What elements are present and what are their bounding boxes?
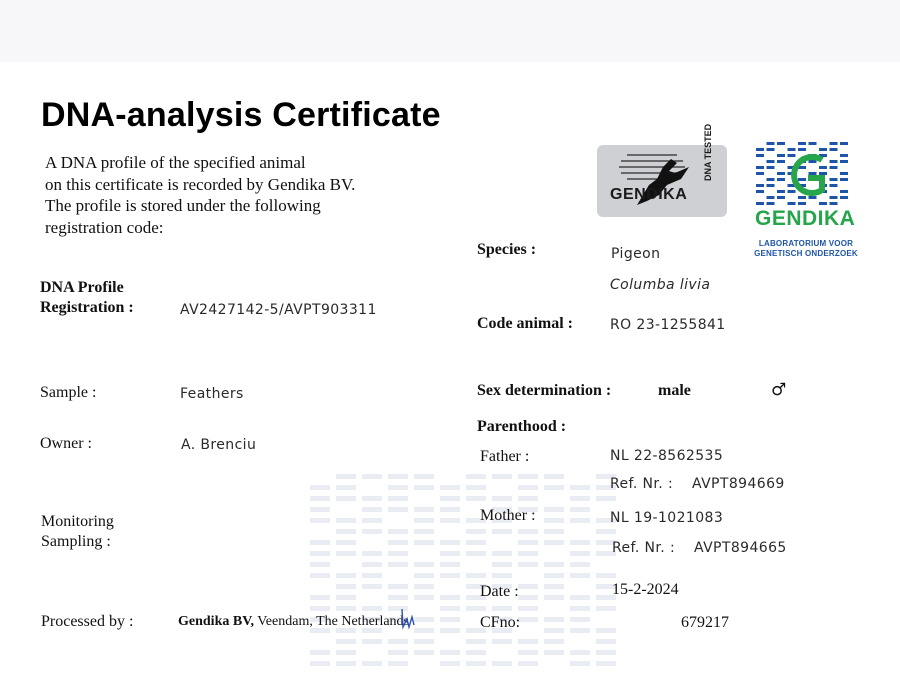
watermark-bar <box>362 606 382 611</box>
logo-bar <box>767 184 775 187</box>
watermark-bar <box>310 573 330 578</box>
watermark-bar <box>362 573 382 578</box>
watermark-bar <box>388 584 408 589</box>
owner-value: A. Brenciu <box>181 437 257 453</box>
watermark-bar <box>544 485 564 490</box>
watermark-bar <box>362 507 382 512</box>
watermark-bar <box>570 573 590 578</box>
watermark-bar <box>388 595 408 600</box>
watermark-bar <box>570 496 590 501</box>
logo-bar <box>830 142 838 145</box>
logo-bar <box>798 142 806 145</box>
watermark-bar <box>362 474 382 479</box>
signature-mark <box>398 607 420 631</box>
watermark-bar <box>388 474 408 479</box>
brand-name: GENDIKA <box>755 207 856 230</box>
watermark-bar <box>570 562 590 567</box>
watermark-bar <box>336 606 356 611</box>
logo-bar <box>840 196 848 199</box>
logo-bar <box>798 196 806 199</box>
watermark-bar <box>570 518 590 523</box>
watermark-bar <box>388 639 408 644</box>
watermark-bar <box>388 496 408 501</box>
watermark-bar <box>310 661 330 666</box>
watermark-logo <box>300 470 630 670</box>
watermark-bar <box>362 562 382 567</box>
watermark-bar <box>518 540 538 545</box>
intro-line: A DNA profile of the specified animal <box>45 153 306 172</box>
watermark-bar <box>310 518 330 523</box>
watermark-bar <box>440 496 460 501</box>
date-label: Date : <box>480 583 519 600</box>
logo-bar <box>830 148 838 151</box>
watermark-bar <box>596 606 616 611</box>
watermark-bar <box>570 628 590 633</box>
watermark-bar <box>544 518 564 523</box>
watermark-bar <box>492 639 512 644</box>
watermark-bar <box>518 639 538 644</box>
logo-bar <box>809 142 817 145</box>
watermark-bar <box>518 474 538 479</box>
watermark-bar <box>518 584 538 589</box>
logo-bar <box>756 172 764 175</box>
watermark-bar <box>544 628 564 633</box>
certificate-title: DNA-analysis Certificate <box>41 96 441 134</box>
logo-bar <box>830 202 838 205</box>
logo-bar <box>756 184 764 187</box>
watermark-bar <box>492 496 512 501</box>
male-symbol-icon: ♂ <box>771 380 787 400</box>
logo-bar <box>756 154 764 157</box>
watermark-bar <box>440 540 460 545</box>
watermark-bar <box>570 606 590 611</box>
intro-paragraph <box>45 152 355 238</box>
watermark-bar <box>518 650 538 655</box>
logo-bar <box>767 160 775 163</box>
logo-bar <box>819 166 827 169</box>
watermark-bar <box>544 507 564 512</box>
logo-bar <box>756 166 764 169</box>
brand-subtitle-line: LABORATORIUM VOOR <box>758 239 854 248</box>
watermark-bar <box>440 617 460 622</box>
watermark-bar <box>362 496 382 501</box>
watermark-bar <box>544 562 564 567</box>
watermark-bar <box>544 639 564 644</box>
watermark-bar <box>570 595 590 600</box>
watermark-bar <box>596 628 616 633</box>
processed-company: Gendika BV, <box>178 614 254 629</box>
watermark-bar <box>466 573 486 578</box>
logo-bar <box>756 202 764 205</box>
watermark-bar <box>336 573 356 578</box>
watermark-bar <box>336 518 356 523</box>
watermark-bar <box>544 617 564 622</box>
watermark-bar <box>544 584 564 589</box>
sampling-label: Sampling : <box>41 533 111 550</box>
parenthood-label: Parenthood : <box>477 418 567 435</box>
watermark-bar <box>336 661 356 666</box>
logo-bar <box>840 172 848 175</box>
watermark-bar <box>466 485 486 490</box>
logo-bar <box>840 142 848 145</box>
watermark-bar <box>440 650 460 655</box>
watermark-bar <box>388 507 408 512</box>
watermark-bar <box>440 595 460 600</box>
logo-bar <box>788 148 796 151</box>
father-value: NL 22-8562535 <box>610 448 724 464</box>
mother-label: Mother : <box>480 507 536 524</box>
watermark-bar <box>414 639 434 644</box>
logo-bar <box>767 142 775 145</box>
logo-bar <box>788 202 796 205</box>
logo-bar <box>809 160 817 163</box>
registration-label: Registration : <box>40 299 134 316</box>
watermark-bar <box>388 650 408 655</box>
gendika-logo-icon <box>752 140 856 210</box>
watermark-bar <box>492 573 512 578</box>
watermark-bar <box>492 606 512 611</box>
watermark-bar <box>544 650 564 655</box>
species-common-value: Pigeon <box>611 246 661 262</box>
mother-ref-value: AVPT894665 <box>694 540 787 556</box>
code-animal-label: Code animal : <box>477 315 573 332</box>
processed-place: Veendam, The Netherlands <box>254 614 409 629</box>
logo-bar <box>840 178 848 181</box>
seal-side-text: DNA TESTED <box>703 123 713 181</box>
sample-value: Feathers <box>180 386 244 402</box>
logo-bar <box>788 190 796 193</box>
father-ref-label: Ref. Nr. : <box>610 476 674 492</box>
watermark-bar <box>440 551 460 556</box>
watermark-bar <box>492 529 512 534</box>
watermark-bar <box>466 496 486 501</box>
watermark-bar <box>310 540 330 545</box>
logo-bar <box>798 178 806 181</box>
watermark-bar <box>336 639 356 644</box>
logo-bar <box>767 166 775 169</box>
sex-determination-label: Sex determination : <box>477 382 612 399</box>
father-label: Father : <box>480 448 530 465</box>
watermark-bar <box>362 529 382 534</box>
logo-bar <box>777 172 785 175</box>
logo-bar <box>840 160 848 163</box>
intro-line: registration code: <box>45 217 164 237</box>
logo-bar <box>840 154 848 157</box>
watermark-bar <box>466 529 486 534</box>
watermark-bar <box>414 562 434 567</box>
watermark-bar <box>388 540 408 545</box>
watermark-bar <box>388 529 408 534</box>
logo-bar <box>777 190 785 193</box>
watermark-bar <box>310 562 330 567</box>
watermark-bar <box>336 485 356 490</box>
logo-bar <box>830 196 838 199</box>
watermark-bar <box>414 584 434 589</box>
owner-label: Owner : <box>40 435 92 452</box>
watermark-bar <box>440 518 460 523</box>
watermark-bar <box>362 584 382 589</box>
watermark-bar <box>518 617 538 622</box>
logo-bar <box>819 202 827 205</box>
watermark-bar <box>544 595 564 600</box>
watermark-bar <box>570 661 590 666</box>
watermark-bar <box>310 485 330 490</box>
logo-bar <box>777 142 785 145</box>
watermark-bar <box>440 661 460 666</box>
watermark-bar <box>544 540 564 545</box>
watermark-bar <box>492 474 512 479</box>
logo-bar <box>830 166 838 169</box>
watermark-bar <box>570 507 590 512</box>
watermark-bar <box>388 562 408 567</box>
watermark-bar <box>518 606 538 611</box>
watermark-bar <box>466 540 486 545</box>
watermark-bar <box>310 551 330 556</box>
watermark-bar <box>544 529 564 534</box>
watermark-bar <box>466 639 486 644</box>
processed-by-value <box>178 614 409 630</box>
watermark-bar <box>518 485 538 490</box>
mother-ref-label: Ref. Nr. : <box>612 540 676 556</box>
logo-bar <box>777 154 785 157</box>
monitoring-label: Monitoring <box>41 513 114 530</box>
watermark-bar <box>570 617 590 622</box>
watermark-bar <box>466 551 486 556</box>
watermark-bar <box>336 529 356 534</box>
watermark-bar <box>518 595 538 600</box>
logo-bar <box>777 196 785 199</box>
watermark-bar <box>362 661 382 666</box>
watermark-bar <box>570 485 590 490</box>
logo-bar <box>777 178 785 181</box>
watermark-bar <box>440 507 460 512</box>
species-label: Species : <box>477 241 537 258</box>
logo-bar <box>798 148 806 151</box>
watermark-bar <box>310 595 330 600</box>
watermark-bar <box>518 529 538 534</box>
watermark-bar <box>336 595 356 600</box>
logo-bar <box>840 190 848 193</box>
watermark-bar <box>310 507 330 512</box>
seal-wordmark: GENDIKA <box>610 186 688 203</box>
logo-bar <box>756 148 764 151</box>
watermark-bar <box>466 474 486 479</box>
watermark-bar <box>310 496 330 501</box>
dna-tested-seal <box>597 123 727 217</box>
watermark-bar <box>544 573 564 578</box>
watermark-bar <box>518 551 538 556</box>
sex-value: male <box>658 382 691 399</box>
watermark-bar <box>596 496 616 501</box>
logo-bar <box>756 190 764 193</box>
watermark-bar <box>414 573 434 578</box>
watermark-bar <box>440 573 460 578</box>
watermark-bar <box>466 606 486 611</box>
watermark-bar <box>310 606 330 611</box>
watermark-bar <box>544 474 564 479</box>
watermark-bar <box>362 639 382 644</box>
watermark-bar <box>492 551 512 556</box>
watermark-bar <box>388 661 408 666</box>
watermark-bar <box>570 551 590 556</box>
watermark-bar <box>440 628 460 633</box>
logo-bar <box>830 160 838 163</box>
watermark-bar <box>518 661 538 666</box>
dna-profile-label: DNA Profile <box>40 279 124 296</box>
watermark-bar <box>596 529 616 534</box>
top-margin-band <box>0 0 900 62</box>
watermark-bar <box>440 562 460 567</box>
intro-line: on this certificate is recorded by Gendika BV. <box>45 174 356 194</box>
watermark-bar <box>336 474 356 479</box>
mother-value: NL 19-1021083 <box>610 510 724 526</box>
watermark-bar <box>466 661 486 666</box>
watermark-bar <box>518 496 538 501</box>
watermark-bar <box>310 650 330 655</box>
watermark-bar <box>414 595 434 600</box>
registration-value: AV2427142-5/AVPT903311 <box>180 302 377 318</box>
watermark-bar <box>492 661 512 666</box>
logo-bar <box>819 148 827 151</box>
watermark-bar <box>466 650 486 655</box>
species-latin-value: Columba livia <box>610 277 711 293</box>
logo-bar <box>788 154 796 157</box>
watermark-bar <box>596 650 616 655</box>
watermark-bar <box>336 540 356 545</box>
logo-bar <box>767 196 775 199</box>
father-ref-value: AVPT894669 <box>692 476 785 492</box>
logo-bar <box>767 148 775 151</box>
logo-bar <box>809 196 817 199</box>
cfno-label: CFno: <box>480 614 521 631</box>
watermark-bar <box>596 661 616 666</box>
watermark-bar <box>440 606 460 611</box>
watermark-bar <box>492 562 512 567</box>
watermark-bar <box>388 485 408 490</box>
logo-bar <box>809 172 817 175</box>
watermark-bar <box>336 551 356 556</box>
code-animal-value: RO 23-1255841 <box>610 317 726 333</box>
watermark-bar <box>440 485 460 490</box>
logo-bar <box>767 178 775 181</box>
watermark-bar <box>518 562 538 567</box>
watermark-bar <box>570 540 590 545</box>
intro-line: The profile is stored under the following <box>45 196 321 215</box>
watermark-bar <box>570 650 590 655</box>
logo-bar <box>830 184 838 187</box>
watermark-bar <box>414 507 434 512</box>
logo-bar <box>767 202 775 205</box>
watermark-bar <box>596 573 616 578</box>
brand-subtitle <box>752 239 860 259</box>
logo-bar <box>798 202 806 205</box>
watermark-bar <box>336 496 356 501</box>
watermark-bar <box>414 650 434 655</box>
watermark-bar <box>596 639 616 644</box>
date-value: 15-2-2024 <box>612 581 679 598</box>
watermark-bar <box>414 540 434 545</box>
watermark-bar <box>336 584 356 589</box>
brand-subtitle-line: GENETISCH ONDERZOEK <box>754 249 858 258</box>
watermark-bar <box>336 650 356 655</box>
cfno-value: 679217 <box>681 614 729 631</box>
watermark-bar <box>414 485 434 490</box>
sample-label: Sample : <box>40 384 97 401</box>
logo-bar <box>830 178 838 181</box>
logo-bar <box>819 172 827 175</box>
watermark-bar <box>362 518 382 523</box>
watermark-bar <box>388 551 408 556</box>
watermark-bar <box>414 518 434 523</box>
logo-bar <box>777 160 785 163</box>
processed-by-label: Processed by : <box>41 613 134 630</box>
watermark-bar <box>414 529 434 534</box>
watermark-bar <box>414 474 434 479</box>
watermark-bar <box>362 551 382 556</box>
